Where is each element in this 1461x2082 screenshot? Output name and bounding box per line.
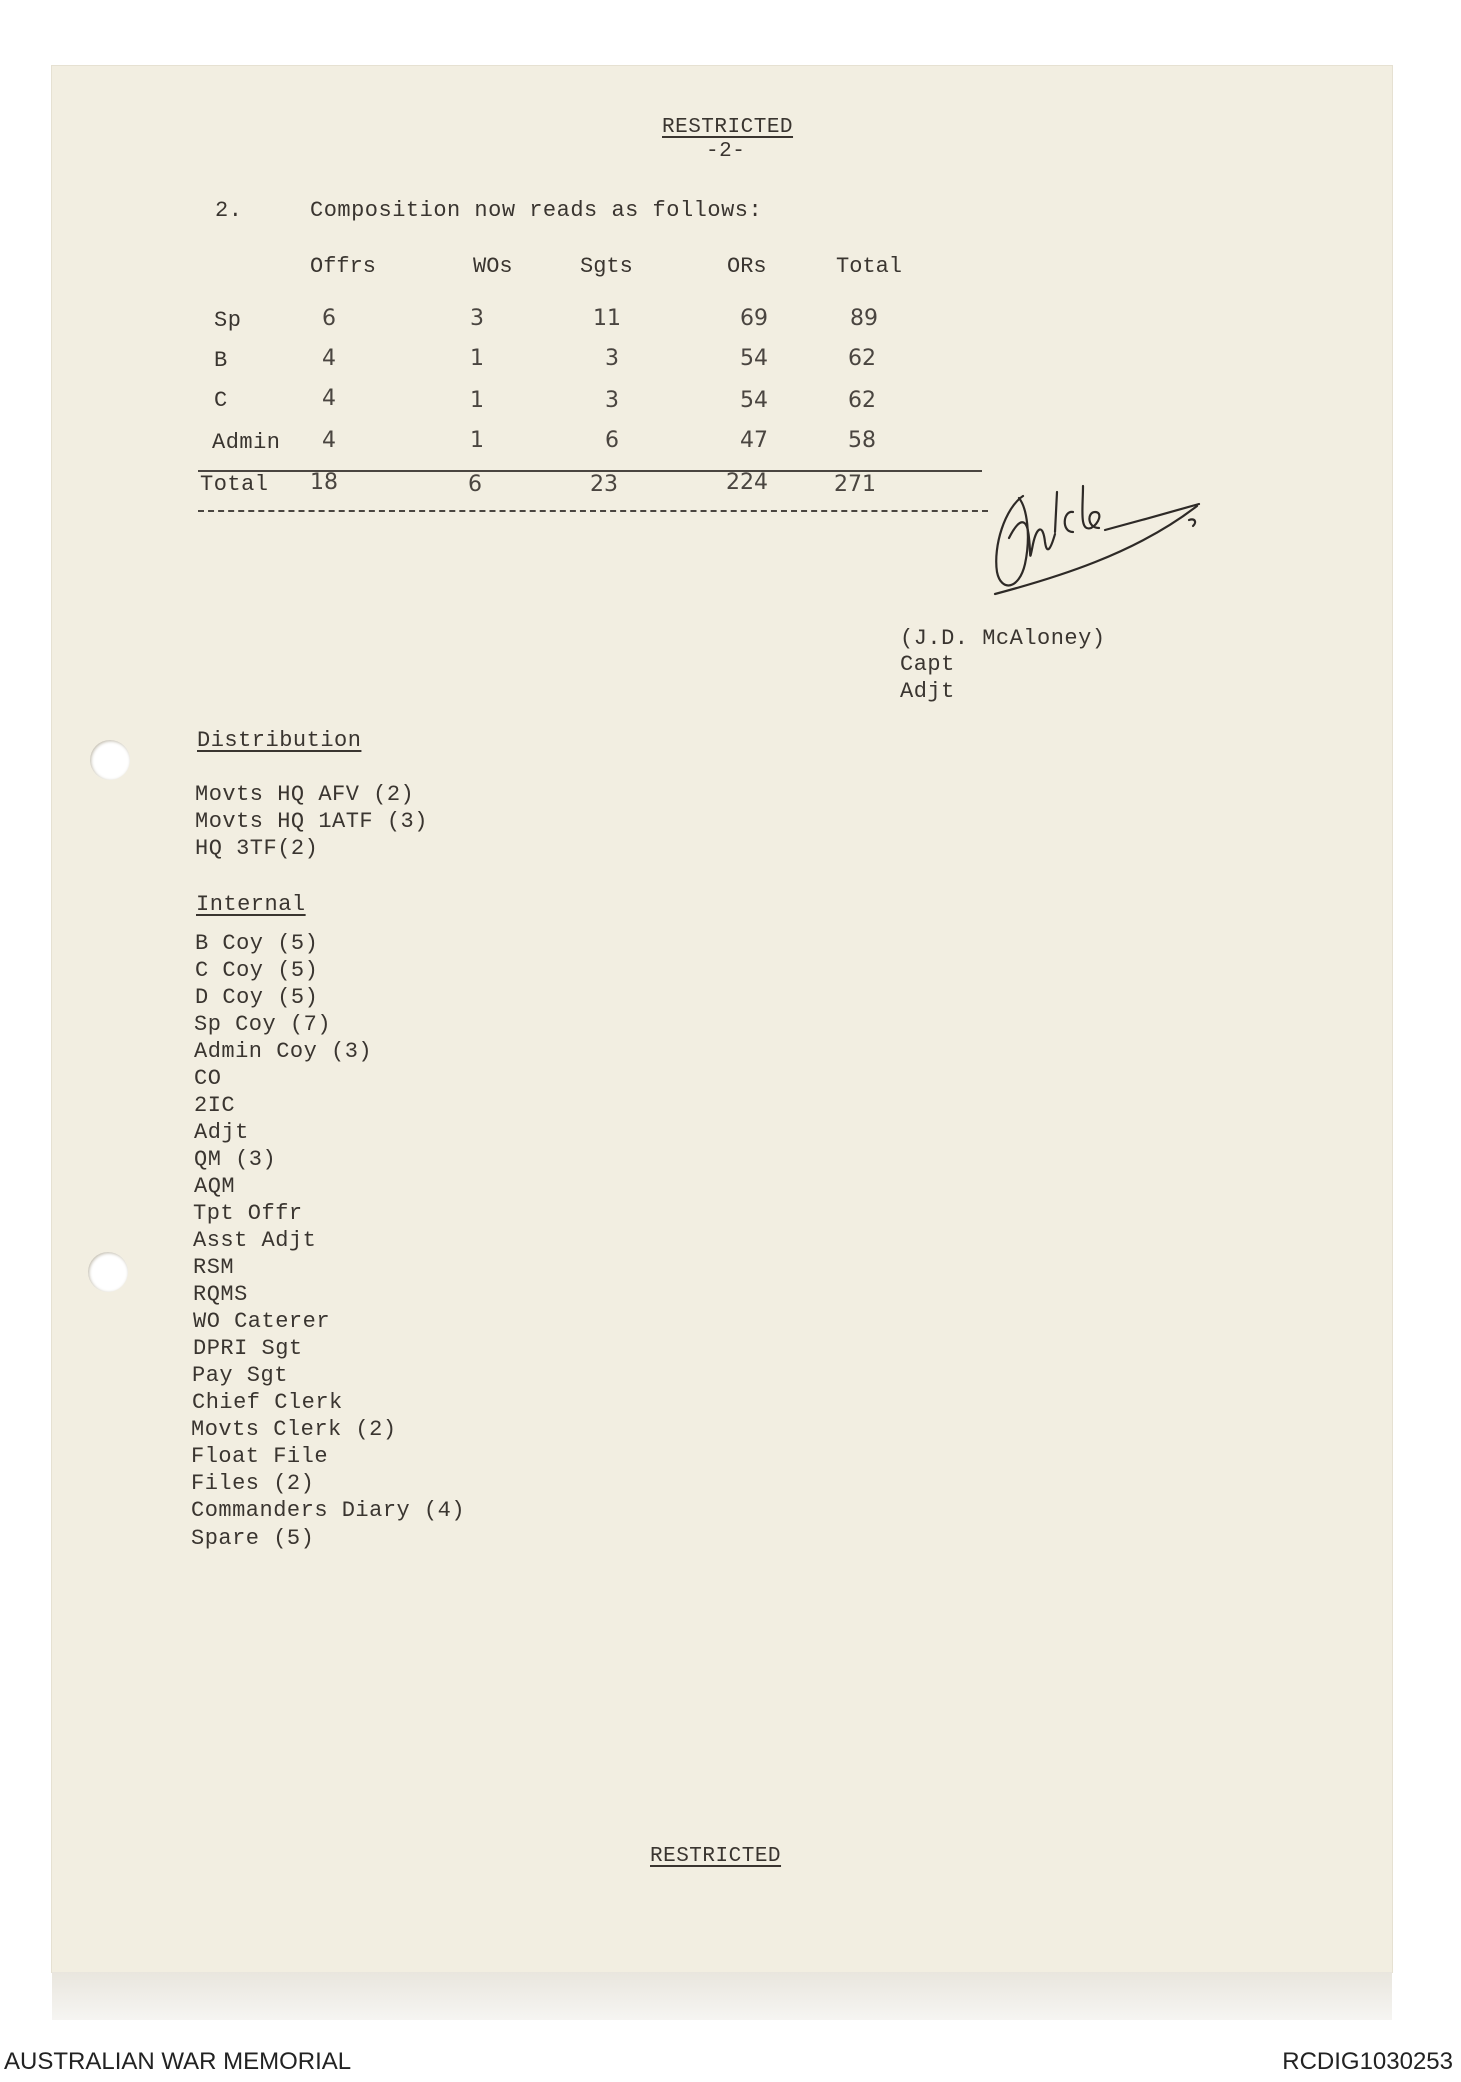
table-cell: 4 [322,386,336,411]
internal-item: Spare (5) [191,1526,315,1551]
table-cell-total: 224 [726,470,768,495]
signatory-appointment: Adjt [900,679,955,704]
internal-item: RQMS [193,1282,248,1307]
table-cell: 1 [470,346,484,371]
signatory-name: (J.D. McAloney) [900,626,1106,651]
table-cell: 47 [740,428,768,453]
page-number: -2- [706,140,746,163]
internal-item: B Coy (5) [195,931,319,956]
internal-item: Adjt [194,1120,249,1145]
table-cell: 54 [740,346,768,371]
internal-item: Commanders Diary (4) [191,1498,466,1523]
row-label: B [214,348,228,373]
internal-item: Asst Adjt [193,1228,317,1253]
table-cell-total: 18 [310,470,338,495]
table-cell: 11 [593,306,621,331]
table-cell: 54 [740,388,768,413]
paragraph-text: Composition now reads as follows: [310,198,763,223]
table-cell: 1 [470,388,484,413]
row-label: Sp [214,308,242,333]
column-header-ors: ORs [727,254,767,279]
internal-item: Float File [191,1444,329,1469]
internal-item: Movts Clerk (2) [191,1417,397,1442]
internal-item: Chief Clerk [192,1390,343,1415]
distribution-item: Movts HQ 1ATF (3) [195,809,428,834]
table-cell: 6 [605,428,619,453]
handwritten-signature [975,468,1207,616]
internal-item: C Coy (5) [195,958,319,983]
internal-item: Admin Coy (3) [194,1039,373,1064]
internal-item: QM (3) [194,1147,277,1172]
internal-item: Pay Sgt [192,1363,288,1388]
punch-hole [90,740,130,780]
table-cell-total: 23 [590,472,618,497]
row-label: C [214,388,228,413]
distribution-item: Movts HQ AFV (2) [195,782,415,807]
paragraph-number: 2. [215,198,243,223]
table-cell: 69 [740,306,768,331]
table-rule-bottom [198,510,988,512]
table-cell: 4 [322,346,336,371]
table-cell: 6 [322,306,336,331]
internal-item: RSM [193,1255,235,1280]
column-header-sgts: Sgts [580,254,633,279]
internal-item: AQM [194,1174,236,1199]
total-label: Total [200,472,269,497]
table-cell: 3 [470,306,484,331]
internal-item: 2IC [194,1093,236,1118]
distribution-item: HQ 3TF(2) [195,836,319,861]
internal-item: Tpt Offr [193,1201,303,1226]
signatory-rank: Capt [900,652,955,677]
internal-item: D Coy (5) [195,985,319,1010]
internal-item: CO [194,1066,222,1091]
table-cell: 62 [848,388,876,413]
table-cell-total: 6 [468,472,482,497]
table-cell: 58 [848,428,876,453]
archive-record-id: RCDIG1030253 [1282,2048,1453,2075]
table-cell: 3 [605,346,619,371]
table-cell: 1 [470,428,484,453]
punch-hole [88,1252,128,1292]
table-cell: 89 [850,306,878,331]
table-cell: 4 [322,428,336,453]
distribution-heading: Distribution [197,728,362,753]
table-cell-total: 271 [834,472,876,497]
classification-header: RESTRICTED [662,116,794,139]
table-cell: 62 [848,346,876,371]
archive-credit: AUSTRALIAN WAR MEMORIAL [4,2048,352,2075]
scan-shadow [52,1972,1392,2020]
classification-footer: RESTRICTED [650,1845,782,1868]
column-header-offrs: Offrs [310,254,377,279]
internal-item: WO Caterer [193,1309,331,1334]
internal-item: Files (2) [191,1471,315,1496]
column-header-total: Total [836,254,903,279]
table-cell: 3 [605,388,619,413]
internal-item: DPRI Sgt [193,1336,303,1361]
internal-item: Sp Coy (7) [194,1012,332,1037]
internal-heading: Internal [196,892,306,917]
column-header-wos: WOs [473,254,513,279]
row-label: Admin [212,430,281,455]
